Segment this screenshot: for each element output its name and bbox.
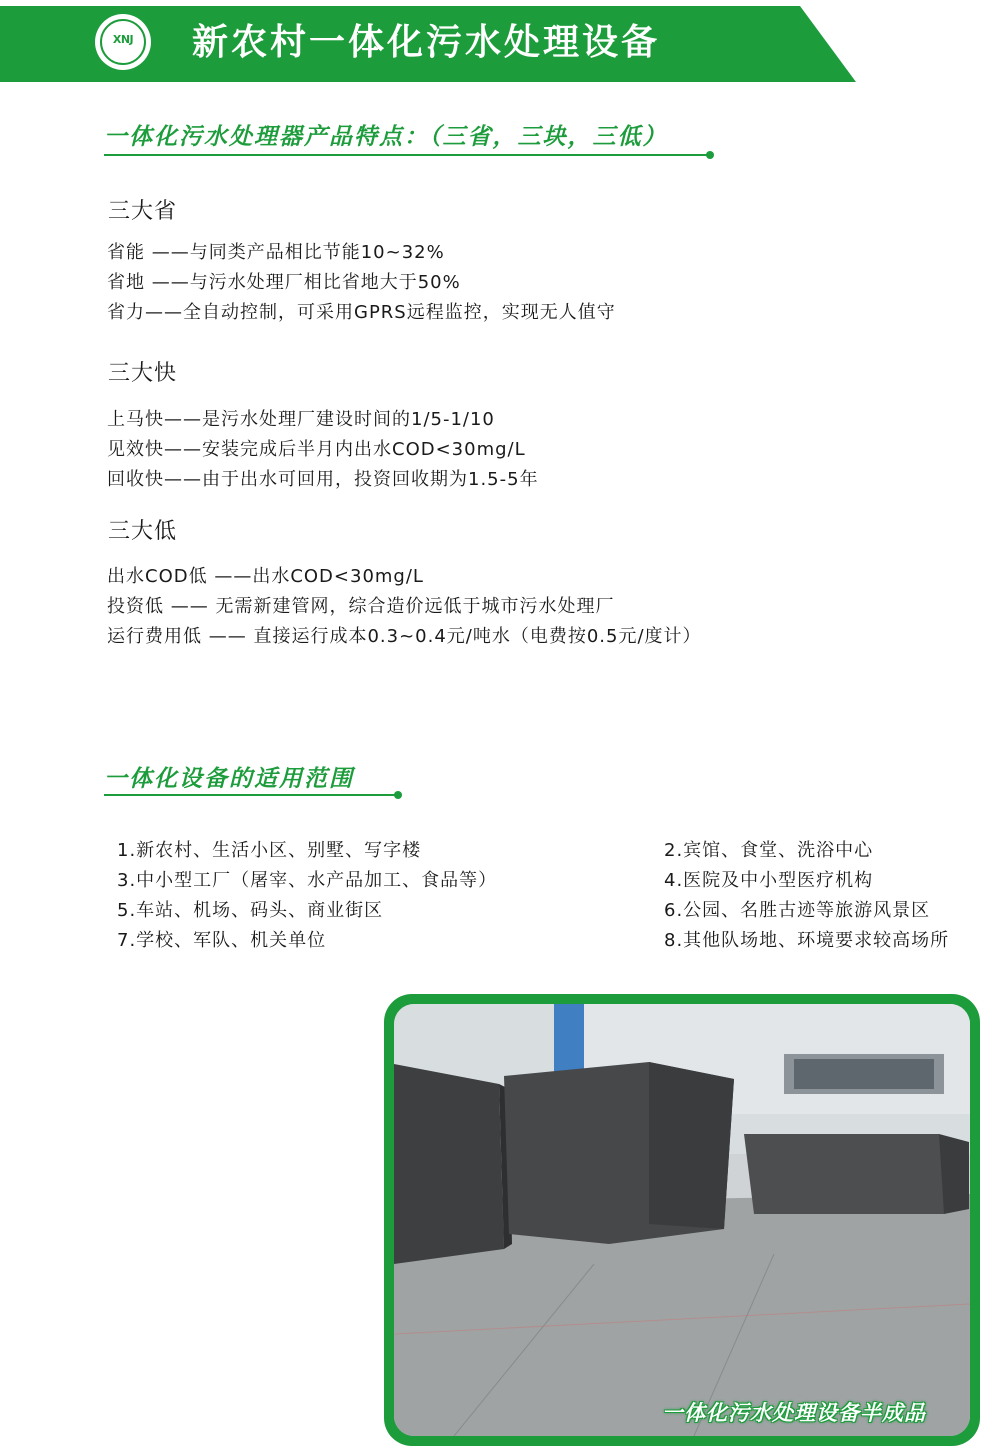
features-underline-dot-icon	[706, 151, 714, 159]
scope-title-underline	[104, 794, 398, 796]
photo-caption: 一体化污水处理设备半成品	[662, 1401, 926, 1425]
scope-item: 2.宾馆、食堂、洗浴中心	[664, 840, 874, 861]
feature-line: 投资低 —— 无需新建管网，综合造价远低于城市污水处理厂	[107, 596, 615, 617]
page-title: 新农村一体化污水处理设备	[192, 22, 661, 63]
feature-line: 上马快——是污水处理厂建设时间的1/5-1/10	[107, 409, 495, 430]
feature-line: 省能 ——与同类产品相比节能10~32%	[107, 242, 445, 263]
feature-line: 出水COD低 ——出水COD<30mg/L	[107, 566, 424, 587]
scope-item: 1.新农村、生活小区、别墅、写字楼	[117, 840, 422, 861]
features-title-underline	[104, 154, 710, 156]
scope-underline-dot-icon	[394, 791, 402, 799]
equipment-photo	[394, 1004, 970, 1436]
group-heading-low: 三大低	[108, 519, 178, 544]
scope-item: 5.车站、机场、码头、商业街区	[117, 900, 384, 921]
group-heading-fast: 三大快	[108, 361, 178, 386]
feature-line: 见效快——安装完成后半月内出水COD<30mg/L	[107, 439, 526, 460]
scope-item: 4.医院及中小型医疗机构	[664, 870, 874, 891]
scope-section-title: 一体化设备的适用范围	[104, 766, 354, 792]
feature-line: 回收快——由于出水可回用，投资回收期为1.5-5年	[107, 469, 539, 490]
features-section-title: 一体化污水处理器产品特点：（三省，三块，三低）	[104, 124, 668, 150]
feature-line: 省地 ——与污水处理厂相比省地大于50%	[107, 272, 461, 293]
group-heading-save: 三大省	[108, 199, 178, 224]
feature-line: 运行费用低 —— 直接运行成本0.3~0.4元/吨水（电费按0.5元/度计）	[107, 626, 702, 647]
company-logo	[95, 14, 151, 70]
scope-item: 3.中小型工厂（屠宰、水产品加工、食品等）	[117, 870, 498, 891]
photo-frame	[384, 994, 980, 1446]
logo-text: XNJ	[112, 33, 134, 46]
scope-item: 7.学校、军队、机关单位	[117, 930, 327, 951]
feature-line: 省力——全自动控制，可采用GPRS远程监控，实现无人值守	[107, 302, 616, 323]
equipment-photo-illustration	[394, 1004, 970, 1436]
scope-item: 6.公园、名胜古迹等旅游风景区	[664, 900, 931, 921]
scope-item: 8.其他队场地、环境要求较高场所	[664, 930, 950, 951]
